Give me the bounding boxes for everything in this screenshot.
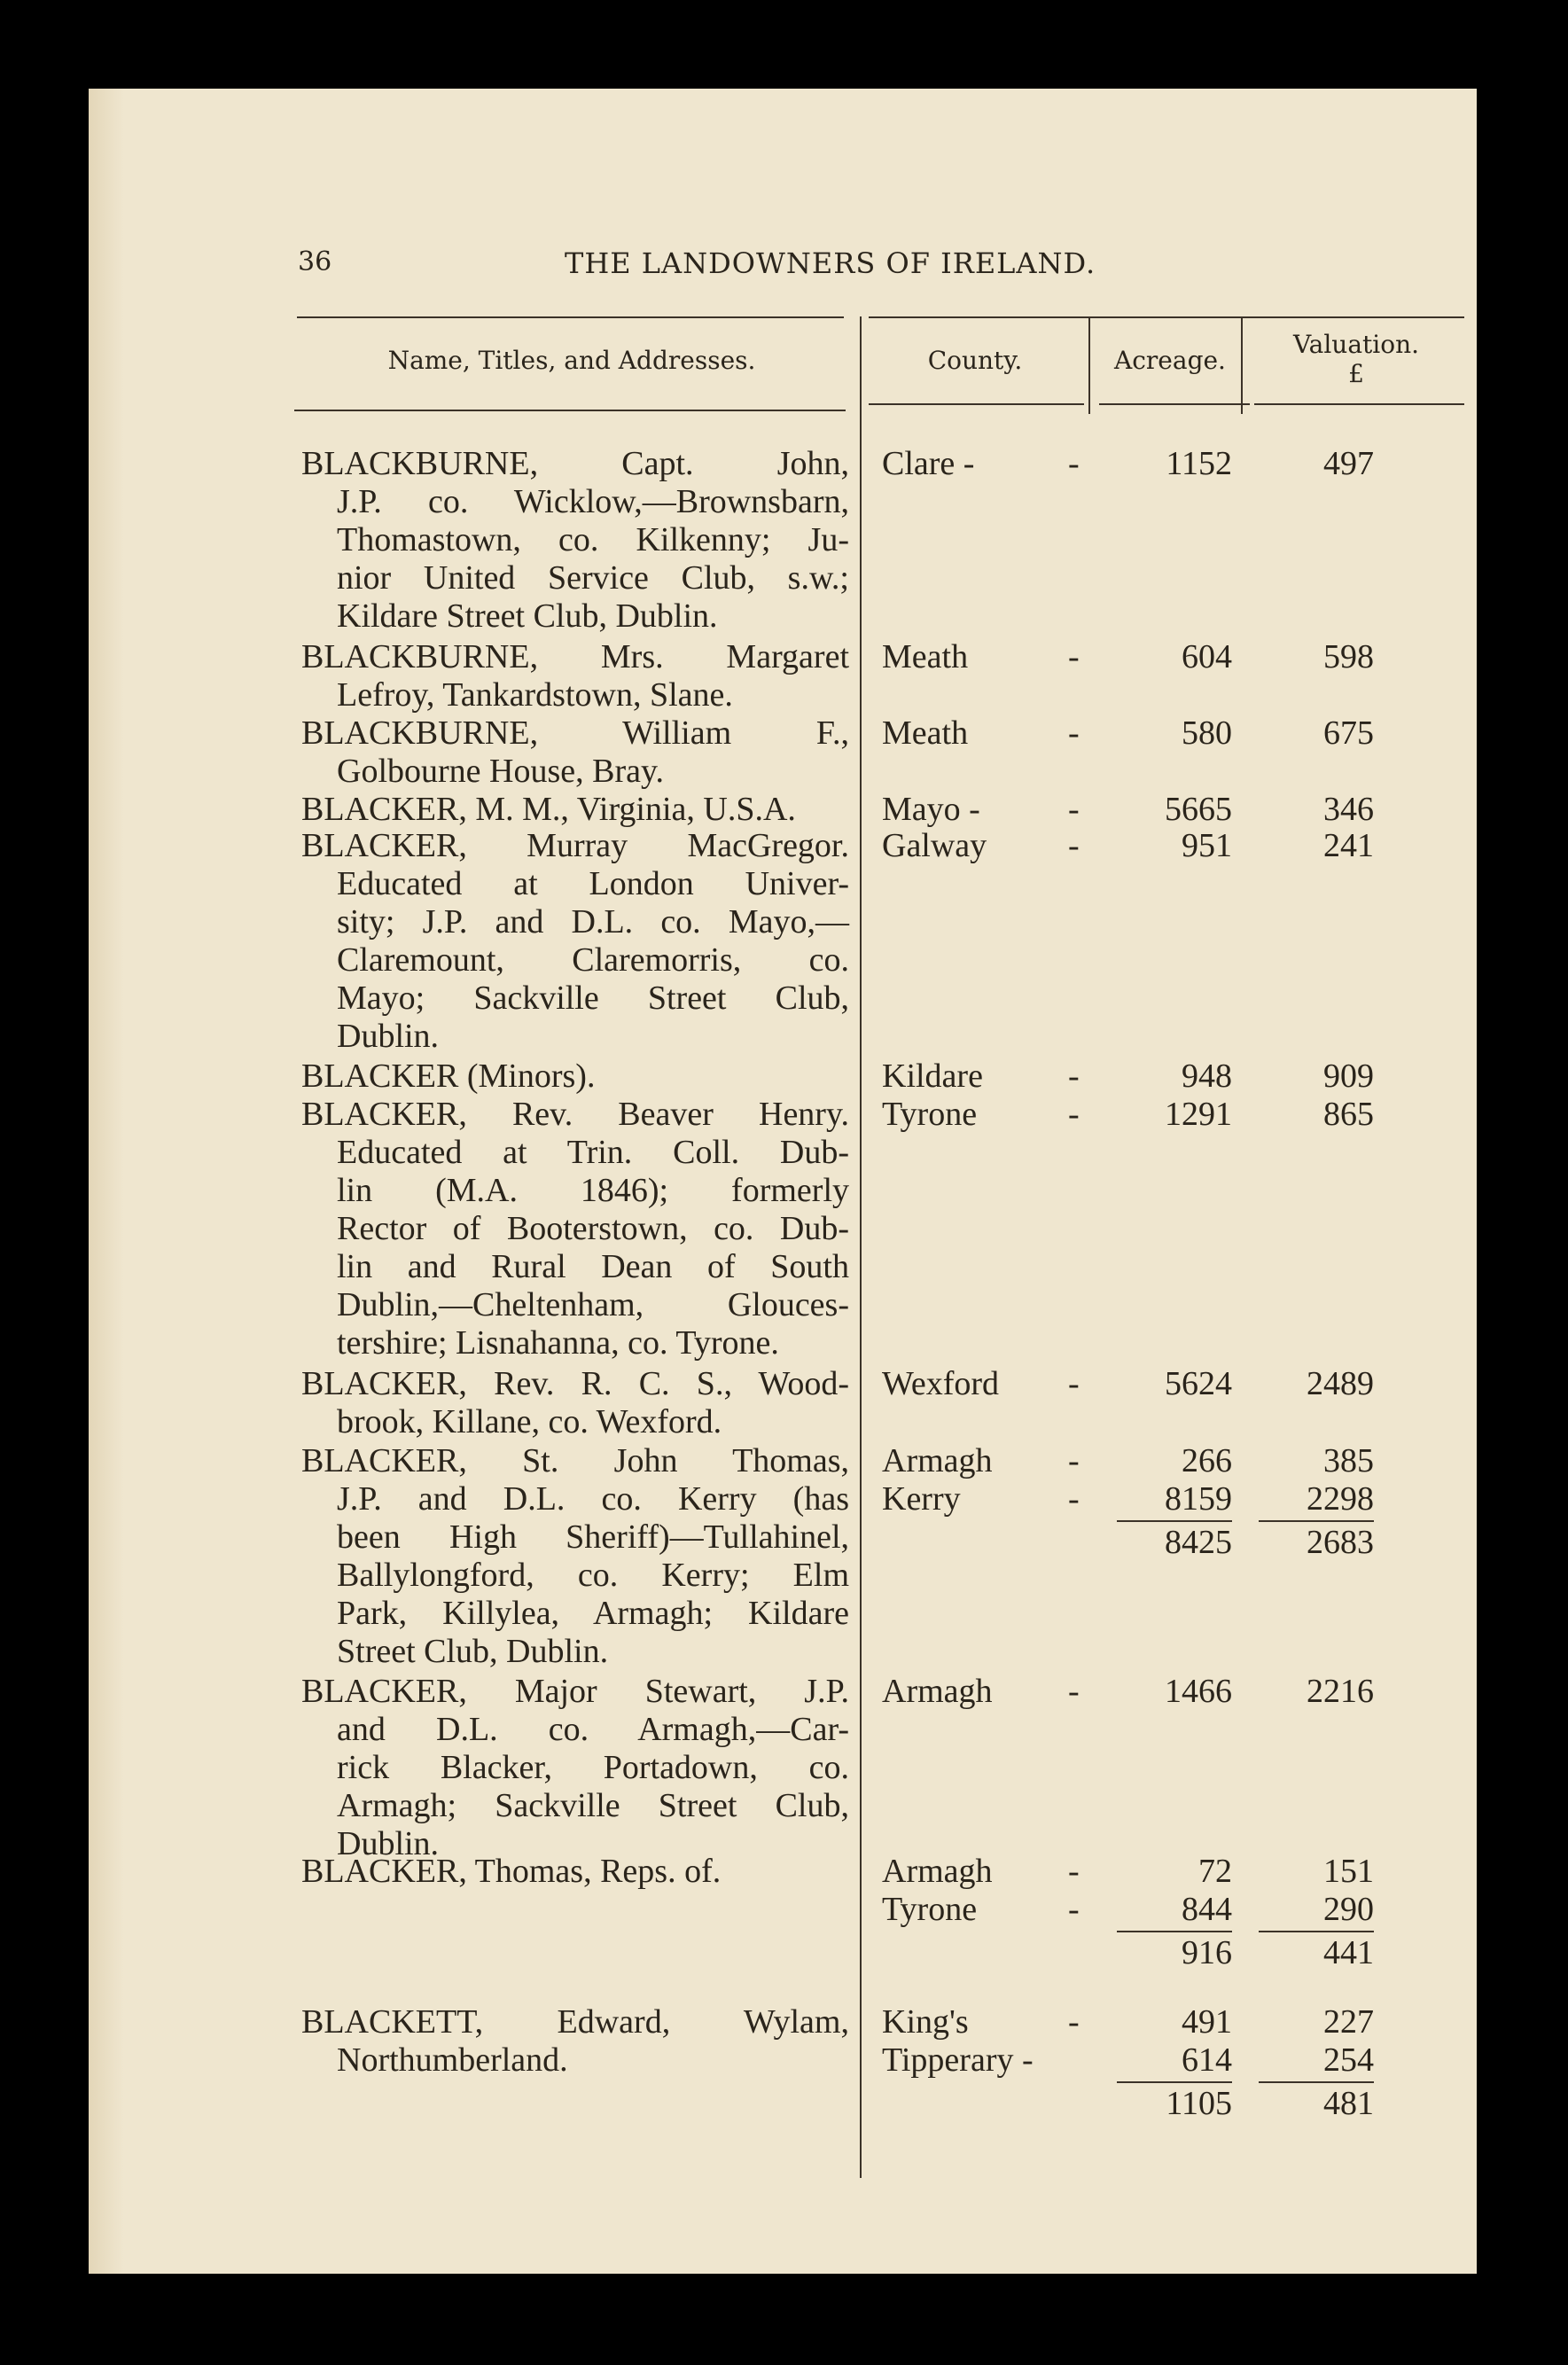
entry-surname-line: BLACKBURNE, Capt. John,: [301, 445, 849, 482]
county-dash: -: [1068, 445, 1080, 482]
entry-address-line: Northumberland.: [337, 2041, 568, 2079]
entry-name-block: [301, 1442, 849, 1671]
valuation-total: 2683: [1307, 1524, 1374, 1561]
running-title: THE LANDOWNERS OF IRELAND.: [565, 246, 1096, 280]
header-rule-bottom-name: [294, 410, 846, 411]
entry-address-line: Mayo; Sackville Street Club,: [337, 980, 849, 1017]
county-cell: Clare -: [882, 445, 975, 482]
acreage-cell: 72: [1198, 1853, 1232, 1890]
valuation-cell: 385: [1323, 1442, 1374, 1479]
acreage-total: 916: [1182, 1934, 1232, 1971]
entry-surname-line: BLACKER, Rev. Beaver Henry.: [301, 1096, 849, 1133]
county-cell: Tyrone: [882, 1891, 978, 1928]
book-page: [89, 89, 1477, 2274]
county-dash: -: [1068, 1673, 1080, 1710]
county-dash: -: [1068, 638, 1080, 675]
entry-surname-line: BLACKER, Rev. R. C. S., Wood-: [301, 1365, 849, 1402]
county-cell: Armagh: [882, 1673, 993, 1710]
acreage-cell: 604: [1182, 638, 1232, 675]
county-cell: Wexford: [882, 1365, 999, 1402]
column-rule-name: [860, 316, 862, 2178]
entry-address-line: Golbourne House, Bray.: [337, 753, 665, 790]
county-cell: Tipperary -: [882, 2041, 1034, 2079]
entry-surname-line: BLACKBURNE, William F.,: [301, 714, 849, 752]
total-rule-valuation: [1259, 1520, 1374, 1522]
total-rule-acreage: [1117, 2081, 1232, 2083]
entry-address-line: Ballylongford, co. Kerry; Elm: [337, 1557, 849, 1594]
valuation-cell: 909: [1323, 1058, 1374, 1095]
entry-address-line: Educated at Trin. Coll. Dub-: [337, 1134, 849, 1171]
entry-surname-line: BLACKER (Minors).: [301, 1058, 596, 1095]
valuation-cell: 254: [1323, 2041, 1374, 2079]
acreage-cell: 1291: [1165, 1096, 1232, 1133]
county-cell: Meath: [882, 714, 969, 752]
acreage-cell: 951: [1182, 827, 1232, 864]
total-rule-valuation: [1259, 2081, 1374, 2083]
county-cell: Tyrone: [882, 1096, 978, 1133]
county-dash: -: [1068, 827, 1080, 864]
column-header-county: County.: [927, 346, 1023, 375]
header-rule-bottom-valuation: [1254, 403, 1464, 405]
county-dash: -: [1068, 1891, 1080, 1928]
header-rule-top-right: [869, 316, 1464, 318]
acreage-cell: 948: [1182, 1058, 1232, 1095]
valuation-cell: 227: [1323, 2003, 1374, 2041]
county-cell: King's: [882, 2003, 969, 2041]
acreage-total: 8425: [1165, 1524, 1232, 1561]
acreage-cell: 266: [1182, 1442, 1232, 1479]
valuation-cell: 865: [1323, 1096, 1374, 1133]
acreage-cell: 580: [1182, 714, 1232, 752]
header-rule-top: [297, 316, 844, 318]
county-dash: -: [1068, 1480, 1080, 1518]
county-dash: -: [1068, 1096, 1080, 1133]
entry-surname-line: BLACKER, M. M., Virginia, U.S.A.: [301, 791, 796, 828]
entry-name-block: [301, 1096, 849, 1362]
acreage-cell: 5665: [1165, 791, 1232, 828]
county-cell: Kerry: [882, 1480, 961, 1518]
valuation-total: 481: [1323, 2085, 1374, 2122]
valuation-cell: 2489: [1307, 1365, 1374, 1402]
entry-name-block: [301, 714, 849, 791]
valuation-cell: 598: [1323, 638, 1374, 675]
county-dash: -: [1068, 1058, 1080, 1095]
valuation-cell: 290: [1323, 1891, 1374, 1928]
acreage-cell: 844: [1182, 1891, 1232, 1928]
valuation-cell: 675: [1323, 714, 1374, 752]
entry-address-line: lin (M.A. 1846); formerly: [337, 1172, 849, 1209]
entry-address-line: Educated at London Univer-: [337, 865, 849, 902]
entry-address-line: Street Club, Dublin.: [337, 1633, 609, 1670]
county-dash: -: [1068, 1853, 1080, 1890]
entry-address-line: nior United Service Club, s.w.;: [337, 559, 849, 597]
entry-address-line: been High Sheriff)—Tullahinel,: [337, 1518, 849, 1556]
column-header-name: Name, Titles, and Addresses.: [387, 346, 756, 375]
entry-name-block: [301, 1365, 849, 1441]
column-header-valuation-unit: £: [1348, 359, 1364, 388]
valuation-total: 441: [1323, 1934, 1374, 1971]
entry-address-line: sity; J.P. and D.L. co. Mayo,—: [337, 903, 849, 941]
county-dash: -: [1068, 2003, 1080, 2041]
county-cell: Galway: [882, 827, 987, 864]
county-dash: -: [1068, 714, 1080, 752]
county-dash: -: [1068, 1365, 1080, 1402]
county-cell: Kildare: [882, 1058, 983, 1095]
valuation-cell: 346: [1323, 791, 1374, 828]
county-cell: Armagh: [882, 1442, 993, 1479]
entry-address-line: Dublin.: [337, 1825, 440, 1862]
entry-address-line: brook, Killane, co. Wexford.: [337, 1403, 722, 1440]
entry-address-line: Park, Killylea, Armagh; Kildare: [337, 1595, 849, 1632]
entry-surname-line: BLACKER, Murray MacGregor.: [301, 827, 849, 864]
total-rule-acreage: [1117, 1520, 1232, 1522]
valuation-cell: 497: [1323, 445, 1374, 482]
entry-address-line: rick Blacker, Portadown, co.: [337, 1749, 849, 1786]
entry-name-block: [301, 1058, 849, 1096]
valuation-cell: 241: [1323, 827, 1374, 864]
county-cell: Armagh: [882, 1853, 993, 1890]
county-dash: -: [1068, 1442, 1080, 1479]
entry-name-block: [301, 445, 849, 636]
entry-address-line: Armagh; Sackville Street Club,: [337, 1787, 849, 1824]
acreage-cell: 1466: [1165, 1673, 1232, 1710]
entry-surname-line: BLACKER, St. John Thomas,: [301, 1442, 849, 1479]
column-rule-acreage: [1088, 316, 1090, 414]
entry-surname-line: BLACKER, Thomas, Reps. of.: [301, 1853, 722, 1890]
entry-name-block: [301, 1673, 849, 1863]
entry-address-line: Claremount, Claremorris, co.: [337, 941, 849, 979]
valuation-cell: 2298: [1307, 1480, 1374, 1518]
county-cell: Meath: [882, 638, 969, 675]
acreage-cell: 491: [1182, 2003, 1232, 2041]
column-header-valuation: Valuation.: [1292, 330, 1420, 359]
entry-address-line: Lefroy, Tankardstown, Slane.: [337, 676, 733, 714]
entry-address-line: lin and Rural Dean of South: [337, 1248, 849, 1285]
acreage-cell: 5624: [1165, 1365, 1232, 1402]
entry-address-line: J.P. co. Wicklow,—Brownsbarn,: [337, 483, 849, 520]
entry-surname-line: BLACKER, Major Stewart, J.P.: [301, 1673, 849, 1710]
entry-address-line: Thomastown, co. Kilkenny; Ju-: [337, 521, 849, 558]
total-rule-acreage: [1117, 1931, 1232, 1932]
entry-surname-line: BLACKETT, Edward, Wylam,: [301, 2003, 849, 2041]
entry-surname-line: BLACKBURNE, Mrs. Margaret: [301, 638, 849, 675]
entry-name-block: [301, 827, 849, 1056]
total-rule-valuation: [1259, 1931, 1374, 1932]
entry-name-block: [301, 638, 849, 714]
entry-address-line: Dublin,—Cheltenham, Glouces-: [337, 1286, 849, 1323]
entry-name-block: [301, 791, 849, 829]
header-rule-bottom-acreage: [1099, 403, 1250, 405]
valuation-cell: 151: [1323, 1853, 1374, 1890]
acreage-cell: 1152: [1166, 445, 1232, 482]
valuation-cell: 2216: [1307, 1673, 1374, 1710]
entry-address-line: tershire; Lisnahanna, co. Tyrone.: [337, 1324, 779, 1362]
entry-address-line: J.P. and D.L. co. Kerry (has: [337, 1480, 849, 1518]
entry-address-line: Rector of Booterstown, co. Dub-: [337, 1210, 849, 1247]
acreage-cell: 614: [1182, 2041, 1232, 2079]
county-cell: Mayo -: [882, 791, 980, 828]
entry-address-line: and D.L. co. Armagh,—Car-: [337, 1711, 849, 1748]
column-header-acreage: Acreage.: [1114, 346, 1226, 375]
header-rule-bottom-county: [869, 403, 1084, 405]
page-number: 36: [298, 246, 332, 277]
entry-name-block: [301, 2003, 849, 2080]
entry-name-block: [301, 1853, 849, 1891]
entry-address-line: Kildare Street Club, Dublin.: [337, 597, 718, 635]
county-dash: -: [1068, 791, 1080, 828]
acreage-total: 1105: [1166, 2085, 1232, 2122]
acreage-cell: 8159: [1165, 1480, 1232, 1518]
entry-address-line: Dublin.: [337, 1018, 440, 1055]
